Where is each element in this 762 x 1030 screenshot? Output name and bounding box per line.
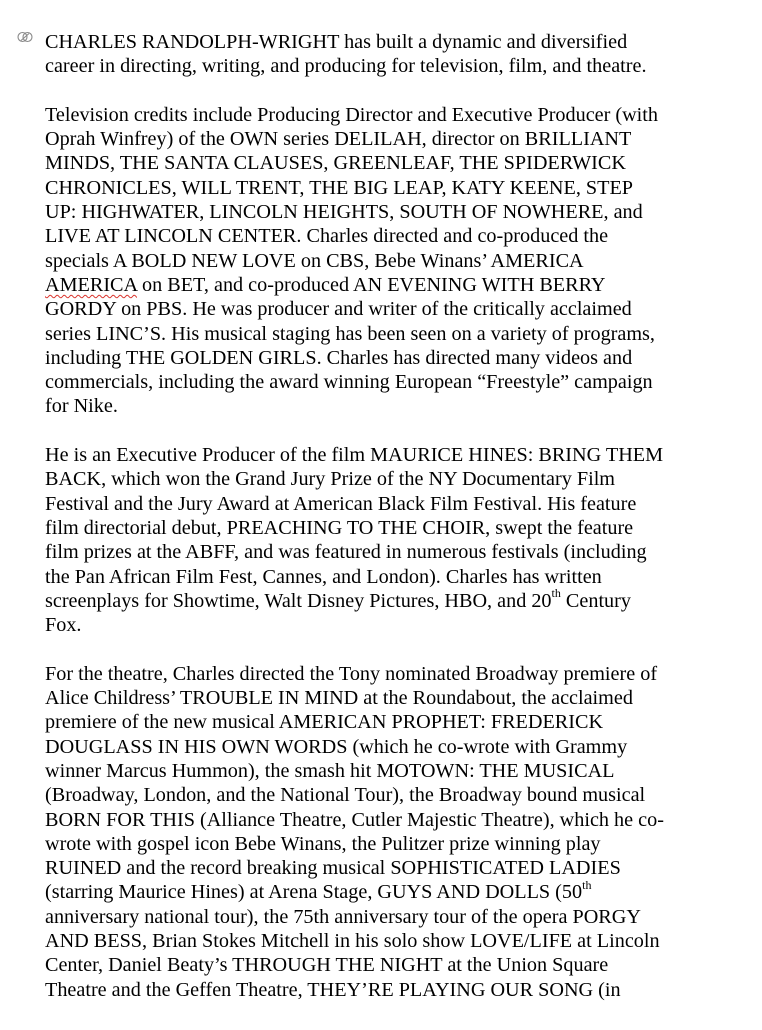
text-line: CHRONICLES, WILL TRENT, THE BIG LEAP, KATY KEENE, STEP (45, 176, 634, 199)
text-line (45, 273, 745, 297)
text-line: Fox. (45, 614, 82, 637)
text-line: UP: HIGHWATER, LINCOLN HEIGHTS, SOUTH OF NOWHERE, and (45, 201, 643, 224)
line-text: (starring Maurice Hines) at Arena Stage, GUYS AND DOLLS (50 (45, 881, 583, 904)
ordinal-superscript: th (582, 877, 592, 892)
text-line: film prizes at the ABFF, and was featured in numerous festivals (including (45, 541, 647, 564)
text-line: Center, Daniel Beaty’s THROUGH THE NIGHT at the Union Square (45, 954, 609, 977)
text-line: BORN FOR THIS (Alliance Theatre, Cutler Majestic Theatre), which he co- (45, 808, 664, 831)
text-line: including THE GOLDEN GIRLS. Charles has directed many videos and (45, 346, 633, 369)
paragraph (45, 662, 745, 1002)
text-line: BACK, which won the Grand Jury Prize of the NY Documentary Film (45, 468, 616, 491)
text-line: For the theatre, Charles directed the Tony nominated Broadway premiere of (45, 662, 658, 685)
text-line: Oprah Winfrey) of the OWN series DELILAH, director on BRILLIANT (45, 128, 632, 151)
text-line: premiere of the new musical AMERICAN PROPHET: FREDERICK (45, 711, 604, 734)
text-line: for Nike. (45, 395, 118, 418)
text-line: film directorial debut, PREACHING TO THE CHOIR, swept the feature (45, 516, 634, 539)
text-line: GORDY on PBS. He was producer and writer of the critically acclaimed (45, 298, 632, 321)
line-text: screenplays for Showtime, Walt Disney Pictures, HBO, and 20 (45, 589, 552, 612)
anchor-link-icon (17, 30, 33, 44)
text-line: anniversary national tour), the 75th anniversary tour of the opera PORGY (45, 905, 641, 928)
text-line (45, 586, 745, 613)
text-line: Alice Childress’ TROUBLE IN MIND at the Roundabout, the acclaimed (45, 687, 633, 710)
text-line: commercials, including the award winning European “Freestyle” campaign (45, 371, 653, 394)
text-line: (Broadway, London, and the National Tour), the Broadway bound musical (45, 784, 646, 807)
text-line: MINDS, THE SANTA CLAUSES, GREENLEAF, THE SPIDERWICK (45, 152, 626, 175)
text-line (45, 877, 745, 904)
text-line: series LINC’S. His musical staging has been seen on a variety of programs, (45, 322, 655, 345)
text-line: LIVE AT LINCOLN CENTER. Charles directed and co-produced the (45, 225, 609, 248)
text-line: DOUGLASS IN HIS OWN WORDS (which he co-wrote with Grammy (45, 735, 628, 758)
text-line: CHARLES RANDOLPH-WRIGHT has built a dynamic and diversified (45, 31, 628, 53)
text-line: wrote with gospel icon Bebe Winans, the Pulitzer prize winning play (45, 832, 601, 855)
paragraph (45, 443, 745, 637)
paragraph (45, 103, 745, 419)
text-line: career in directing, writing, and producing for television, film, and theatre. (45, 55, 647, 78)
text-line: Festival and the Jury Award at American Black Film Festival. His feature (45, 492, 637, 515)
text-line: He is an Executive Producer of the film MAURICE HINES: BRING THEM (45, 444, 664, 467)
text-line: Television credits include Producing Director and Executive Producer (with (45, 103, 658, 126)
text-line: the Pan African Film Fest, Cannes, and London). Charles has written (45, 565, 602, 588)
text-line: winner Marcus Hummon), the smash hit MOTOWN: THE MUSICAL (45, 759, 615, 782)
line-text: Century (560, 589, 631, 612)
spellcheck-flagged-word[interactable]: AMERICA (45, 273, 137, 296)
line-text: on BET, and co-produced AN EVENING WITH BERRY (136, 273, 606, 296)
document-body[interactable] (45, 30, 745, 1026)
text-line: Theatre and the Geffen Theatre, THEY’RE PLAYING OUR SONG (in (45, 978, 621, 1001)
paragraph (45, 30, 745, 79)
text-line: AND BESS, Brian Stokes Mitchell in his solo show LOVE/LIFE at Lincoln (45, 929, 660, 952)
text-line: specials A BOLD NEW LOVE on CBS, Bebe Winans’ AMERICA (45, 249, 584, 272)
text-line: RUINED and the record breaking musical SOPHISTICATED LADIES (45, 857, 621, 880)
ordinal-superscript: th (551, 586, 561, 601)
